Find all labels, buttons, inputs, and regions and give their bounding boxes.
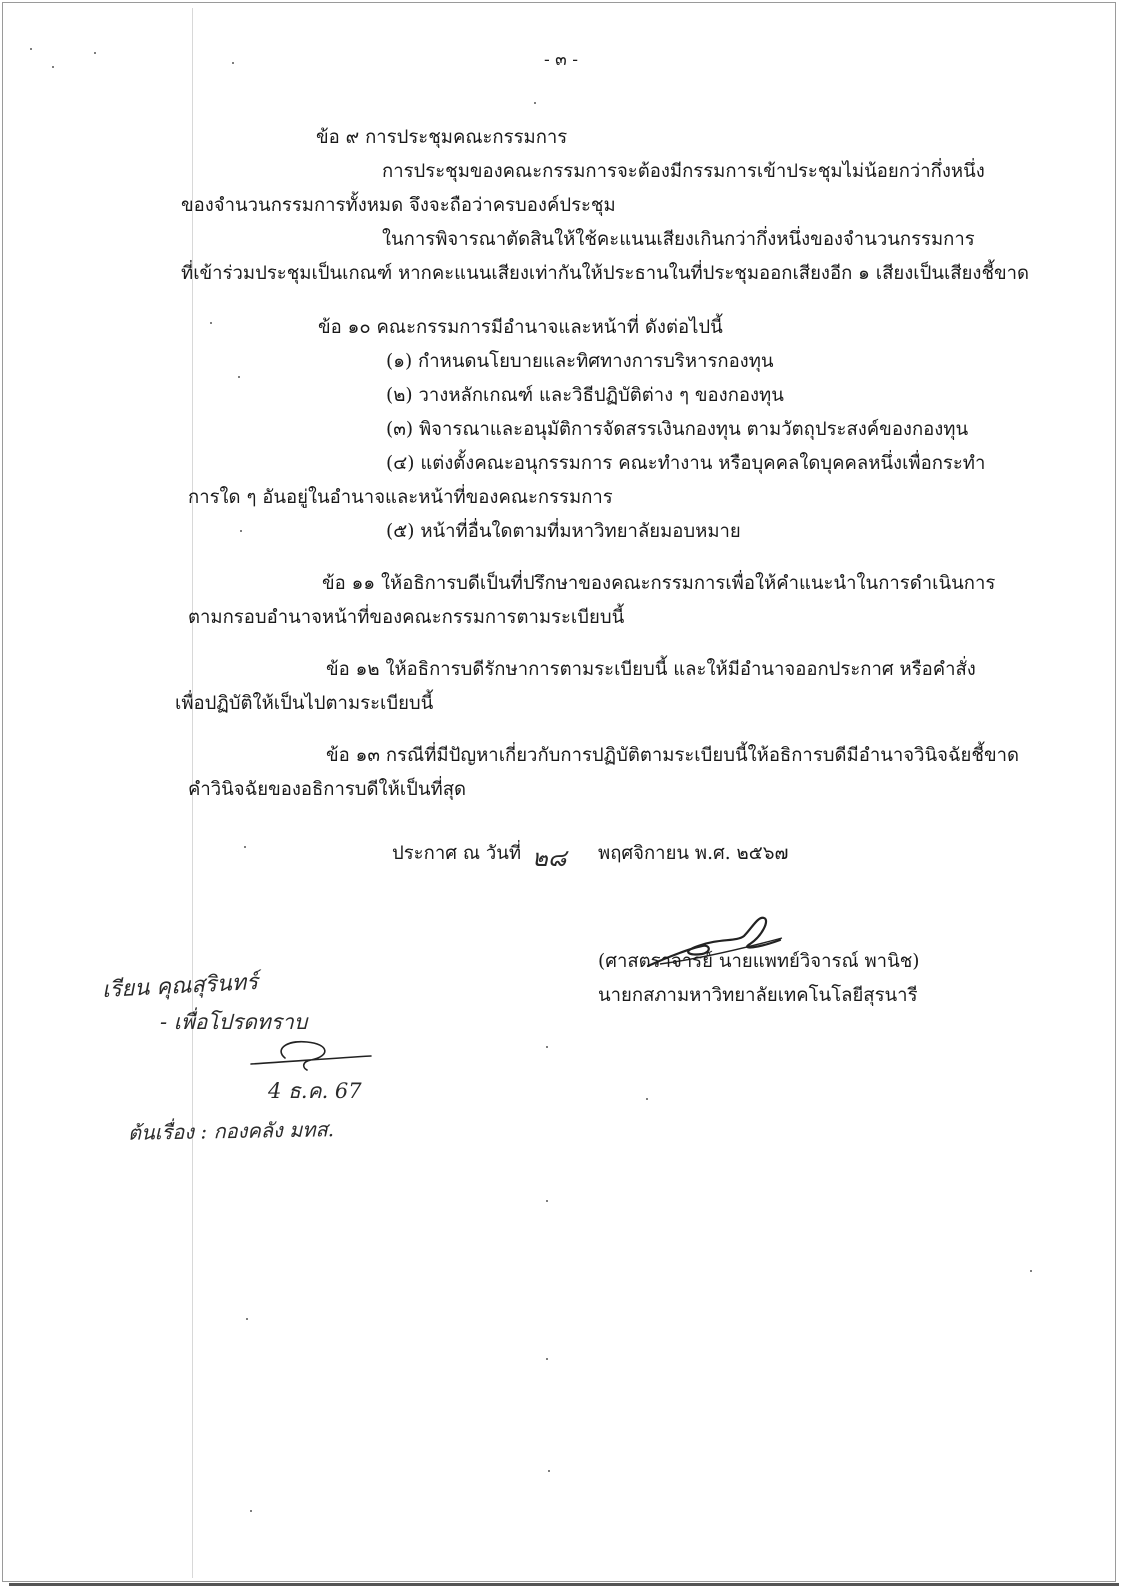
body-line-7: (๑) กำหนดนโยบายและทิศทางการบริหารกองทุน bbox=[386, 351, 774, 372]
body-line-1: ข้อ ๙ การประชุมคณะกรรมการ bbox=[316, 127, 568, 148]
handwritten-note-1: เรียน คุณสุรินทร์ bbox=[101, 969, 259, 1004]
handwritten-note-2: - เพื่อโปรดทราบ bbox=[160, 1010, 308, 1034]
body-line-10: (๔) แต่งตั้งคณะอนุกรรมการ คณะทำงาน หรือบุคคลใดบุคคลหนึ่งเพื่อกระทำ bbox=[386, 453, 986, 474]
body-line-9: (๓) พิจารณาและอนุมัติการจัดสรรเงินกองทุน ตามวัตถุประสงค์ของกองทุน bbox=[386, 419, 969, 440]
body-line-3: ของจำนวนกรรมการทั้งหมด จึงจะถือว่าครบองค์ประชุม bbox=[181, 195, 616, 216]
body-line-5: ที่เข้าร่วมประชุมเป็นเกณฑ์ หากคะแนนเสียงเท่ากันให้ประธานในที่ประชุมออกเสียงอีก ๑ เสียงเป็นเสียงชี้ขาด bbox=[181, 263, 1030, 284]
body-line-16: เพื่อปฏิบัติให้เป็นไปตามระเบียบนี้ bbox=[175, 693, 434, 714]
body-line-17: ข้อ ๑๓ กรณีที่มีปัญหาเกี่ยวกับการปฏิบัติตามระเบียบนี้ให้อธิการบดีมีอำนาจวินิจฉัยชี้ขาด bbox=[326, 745, 1020, 766]
page-number: - ๓ - bbox=[544, 50, 578, 70]
body-line-2: การประชุมของคณะกรรมการจะต้องมีกรรมการเข้าประชุมไม่น้อยกว่ากึ่งหนึ่ง bbox=[382, 161, 985, 182]
body-line-11: การใด ๆ อันอยู่ในอำนาจและหน้าที่ของคณะกรรมการ bbox=[188, 487, 613, 508]
signatory-title: นายกสภามหาวิทยาลัยเทคโนโลยีสุรนารี bbox=[598, 985, 918, 1006]
body-line-8: (๒) วางหลักเกณฑ์ และวิธีปฏิบัติต่าง ๆ ของกองทุน bbox=[386, 385, 784, 406]
body-line-15: ข้อ ๑๒ ให้อธิการบดีรักษาการตามระเบียบนี้ และให้มีอำนาจออกประกาศ หรือคำสั่ง bbox=[326, 659, 976, 680]
signatory-name: (ศาสตราจารย์ นายแพทย์วิจารณ์ พานิช) bbox=[598, 951, 920, 972]
handwritten-date: 4 ธ.ค. 67 bbox=[268, 1079, 362, 1103]
handwritten-note-origin: ต้นเรื่อง : กองคลัง มทส. bbox=[127, 1117, 335, 1145]
body-line-14: ตามกรอบอำนาจหน้าที่ของคณะกรรมการตามระเบียบนี้ bbox=[188, 607, 625, 628]
body-line-13: ข้อ ๑๑ ให้อธิการบดีเป็นที่ปรึกษาของคณะกรรมการเพื่อให้คำแนะนำในการดำเนินการ bbox=[322, 573, 996, 594]
initials-signature bbox=[245, 1036, 375, 1076]
body-line-18: คำวินิจฉัยของอธิการบดีให้เป็นที่สุด bbox=[188, 779, 466, 800]
announcement-day-handwritten: ๒๘ bbox=[532, 844, 567, 872]
body-line-4: ในการพิจารณาตัดสินให้ใช้คะแนนเสียงเกินกว่ากึ่งหนึ่งของจำนวนกรรมการ bbox=[382, 229, 975, 250]
body-line-6: ข้อ ๑๐ คณะกรรมการมีอำนาจและหน้าที่ ดังต่อไปนี้ bbox=[318, 317, 723, 338]
announcement-month-year: พฤศจิกายน พ.ศ. ๒๕๖๗ bbox=[598, 843, 789, 864]
body-line-12: (๕) หน้าที่อื่นใดตามที่มหาวิทยาลัยมอบหมาย bbox=[386, 521, 741, 542]
announcement-prefix: ประกาศ ณ วันที่ bbox=[392, 843, 522, 864]
